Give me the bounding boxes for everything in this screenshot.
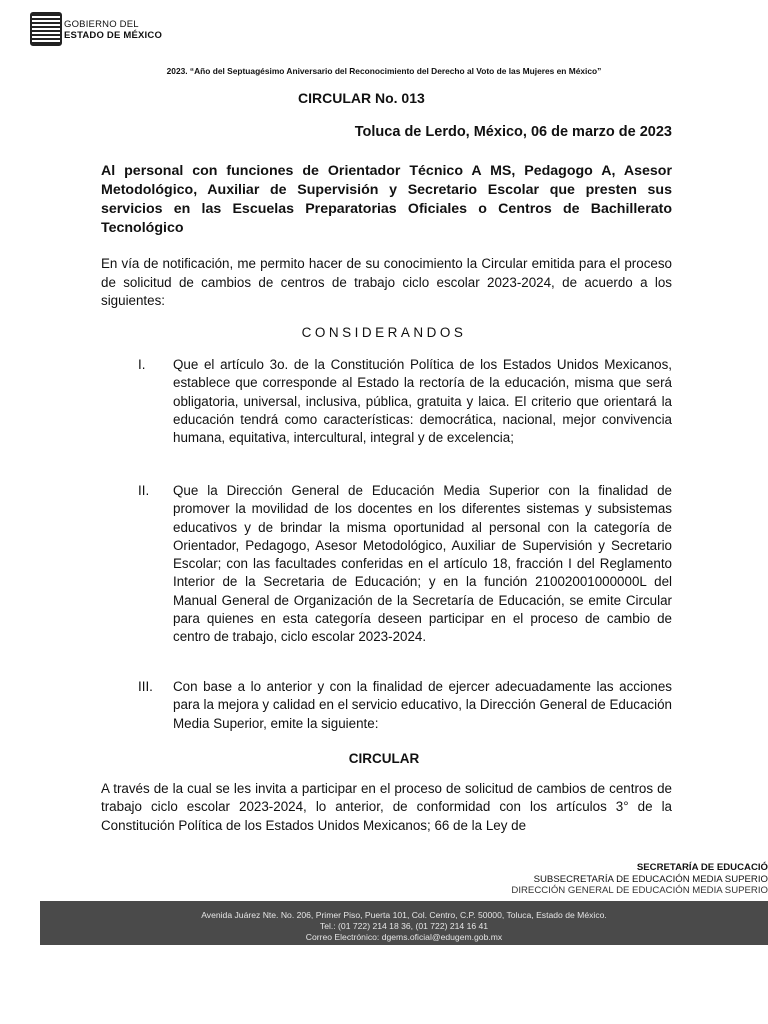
item-text: Con base a lo anterior y con la finalidad de ejercer adecuadamente las acciones para la mejora y calidad en el servicio educativo, la Dirección General de Educación Media Superior, emite la siguiente: [173,679,672,731]
item-number: I. [138,357,146,372]
intro-paragraph: En vía de notificación, me permito hacer de su conocimiento la Circular emitida para el proceso de solicitud de cambios de centros de trabajo ciclo escolar 2023-2024, de acuerdo a los siguientes: [101,256,672,308]
footer-email: Correo Electrónico: dgems.oficial@edugem.gob.mx [305,932,503,942]
secretariat-line-3: DIRECCIÓN GENERAL DE EDUCACIÓN MEDIA SUPERIO [511,885,768,896]
secretariat-block [511,862,768,897]
secretariat-line-1: SECRETARÍA DE EDUCACIÓ [636,862,768,873]
footer-phone: Tel.: (01 722) 214 18 36, (01 722) 214 16 41 [319,921,489,931]
item-number: III. [138,679,153,694]
item-text: Que la Dirección General de Educación Media Superior con la finalidad de promover la movilidad de los docentes en los diferentes sistemas y subsistemas educativos y de brindar la misma oportunidad al personal con la categoría de Orientador, Pedagogo, Asesor Metodológico, Auxiliar de Supervisión y Secretario Escolar; con las facultades conferidas en el artículo 18, fracción I del Reglamento Interior de la Secretaria de Educación; y en la función 21002001000000L del Manual General de Organización de la Secretaría de Educación, se emite Circular para quienes en esta categoría deseen participar en el proceso de cambio de centro de trabajo, ciclo escolar 2023-2024. [173,483,672,645]
considerandos-heading: CONSIDERANDOS [301,325,467,340]
coat-of-arms-logo [30,12,62,46]
addressee: Al personal con funciones de Orientador Técnico A MS, Pedagogo A, Asesor Metodológico, Auxiliar de Supervisión y Secretario Escolar que presten sus servicios en las Escuelas Preparatorias Oficiales o Centros de Bachillerato Tecnológico [101,163,672,236]
item-number: II. [138,483,150,498]
circular-number: CIRCULAR No. 013 [298,90,425,106]
gov-line-2: ESTADO DE MÉXICO [64,29,163,41]
body-paragraph: A través de la cual se les invita a participar en el proceso de solicitud de cambios de centros de trabajo ciclo escolar 2023-2024, lo anterior, de conformidad con los artículos 3° de la Constitución Política de los Estados Unidos Mexicanos; 66 de la Ley de [101,781,672,833]
item-text: Que el artículo 3o. de la Constitución Política de los Estados Unidos Mexicanos, establece que corresponde al Estado la rectoría de la educación, misma que será obligatoria, universal, inclusiva, pública, gratuita y laica. El criterio que orientará la educación tendrá como características: democrática, nacional, mejor convivencia humana, equitativa, intercultural, integral y de excelencia; [173,357,672,446]
circular-heading: CIRCULAR [348,751,420,766]
government-name [64,20,162,41]
footer-address: Avenida Juárez Nte. No. 206, Primer Piso, Puerta 101, Col. Centro, C.P. 50000, Toluca, Estado de México. [201,910,607,920]
year-motto: 2023. “Año del Septuagésimo Aniversario del Reconocimiento del Derecho al Voto de las Mujeres en México” [166,66,602,76]
footer-bar [40,901,768,945]
secretariat-line-2: SUBSECRETARÍA DE EDUCACIÓN MEDIA SUPERIO [533,873,768,885]
gov-line-1: GOBIERNO DEL [64,19,139,30]
place-date: Toluca de Lerdo, México, 06 de marzo de 2023 [354,124,672,140]
